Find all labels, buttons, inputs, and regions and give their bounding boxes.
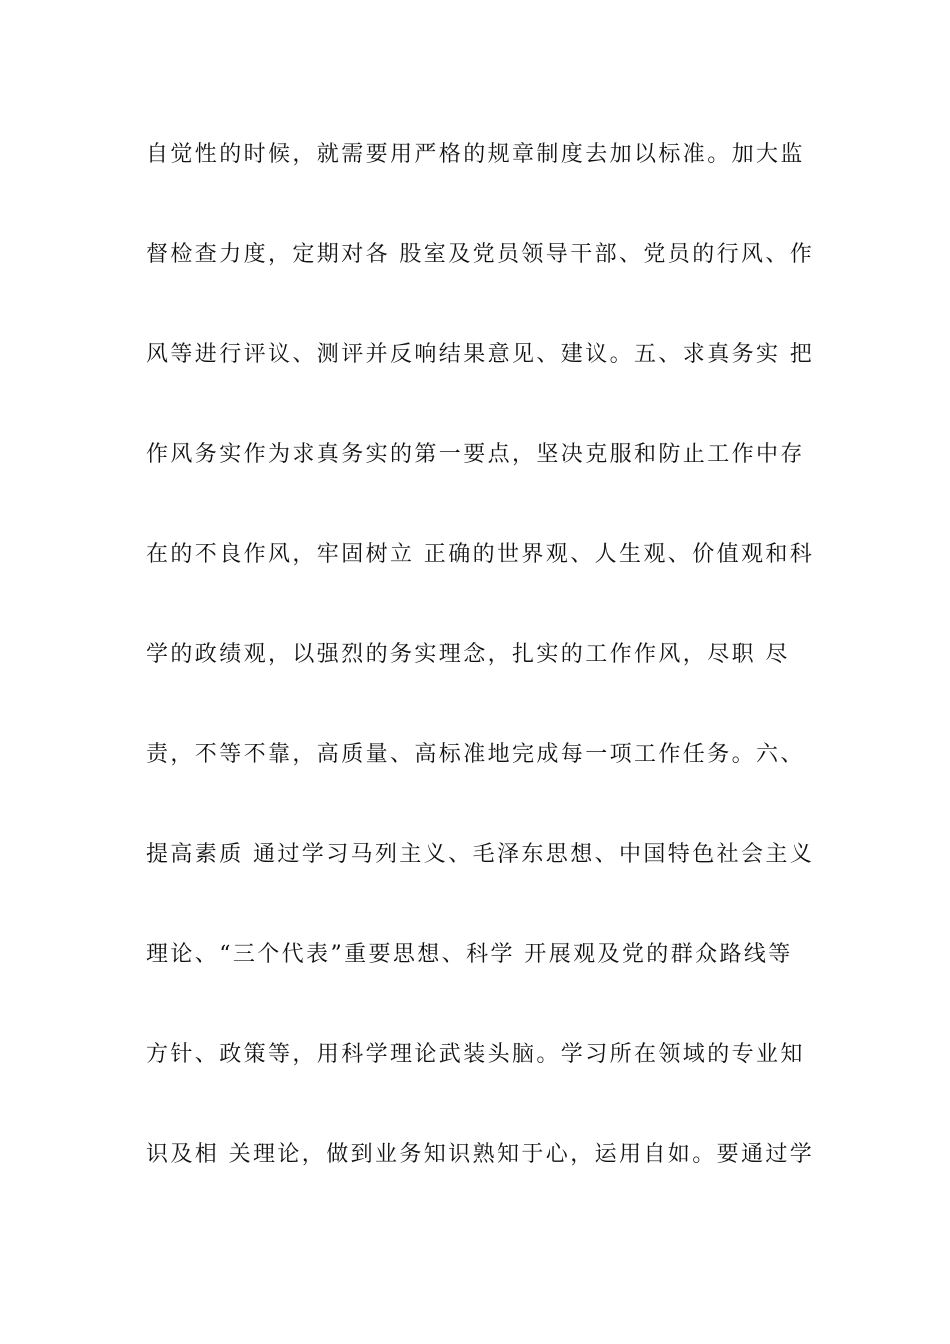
text-line-9: 理论、“三个代表”重要思想、科学 开展观及党的群众路线等: [146, 942, 793, 967]
text-line-1: 自觉性的时候，就需要用严格的规章制度去加以标准。加大监: [146, 142, 805, 167]
text-line-2: 督检查力度，定期对各 股室及党员领导干部、党员的行风、作: [146, 242, 815, 267]
text-line-10: 方针、政策等，用科学理论武装头脑。学习所在领域的专业知: [146, 1042, 805, 1067]
text-line-8: 提高素质 通过学习马列主义、毛泽东思想、中国特色社会主义: [146, 842, 815, 867]
text-line-5: 在的不良作风，牢固树立 正确的世界观、人生观、价值观和科: [146, 542, 815, 567]
text-line-4: 作风务实作为求真务实的第一要点，坚决克服和防止工作中存: [146, 442, 805, 467]
text-line-11: 识及相 关理论，做到业务知识熟知于心，运用自如。要通过学: [146, 1142, 815, 1167]
text-line-6: 学的政绩观，以强烈的务实理念，扎实的工作作风，尽职 尽: [146, 642, 790, 667]
text-line-3: 风等进行评议、测评并反响结果意见、建议。五、求真务实 把: [146, 342, 815, 367]
document-body: [146, 135, 816, 1235]
text-line-7: 责，不等不靠，高质量、高标准地完成每一项工作任务。六、: [146, 742, 805, 767]
